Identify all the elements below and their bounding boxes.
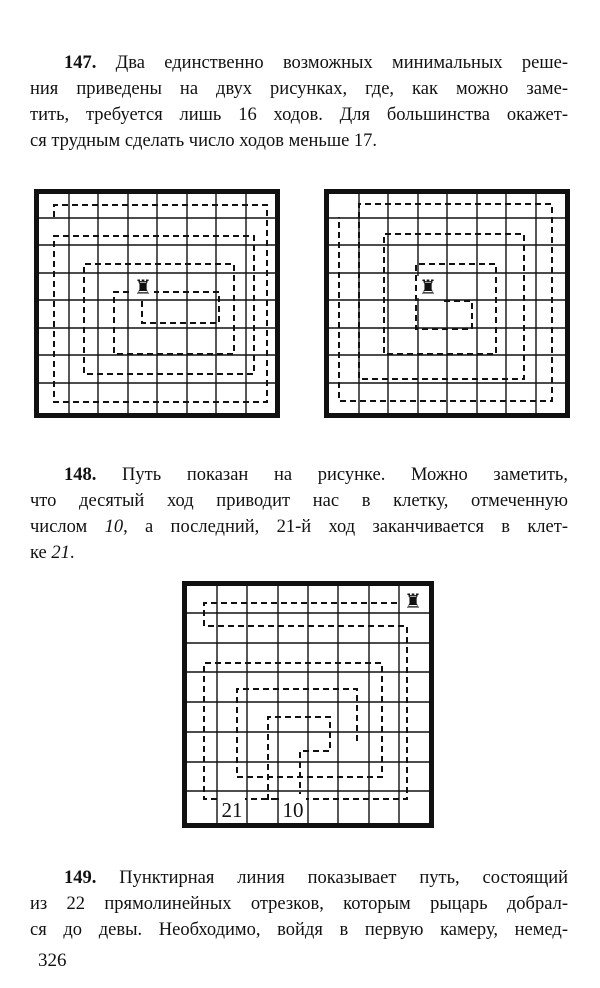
- figure-147-board-left: [34, 189, 280, 418]
- cell-label-21: 21: [221, 798, 243, 822]
- problem-149-line-2: из 22 прямолинейных отрезков, которым рыцарь добрал-: [30, 894, 568, 914]
- problem-148-line-1-text: Путь показан на рисунке. Можно заметить,: [122, 465, 568, 485]
- problem-147-number: 147.: [64, 53, 97, 73]
- problem-147-text: [30, 50, 568, 154]
- rook-icon: ♜: [134, 275, 152, 299]
- problem-147-line-1: [30, 50, 568, 76]
- problem-149-number: 149.: [64, 868, 97, 888]
- problem-148-line-3: [30, 514, 568, 540]
- problem-147-line-3: тить, требуется лишь 16 ходов. Для большинства окажет-: [30, 105, 568, 125]
- problem-147-line-1-text: Два единственно возможных минимальных реше-: [115, 53, 568, 73]
- problem-149-line-1-text: Пунктирная линия показывает путь, состоящий: [119, 868, 568, 888]
- problem-148-text: [30, 462, 568, 566]
- problem-149-line-1: [30, 865, 568, 891]
- figure-147-board-right: [324, 189, 570, 418]
- problem-147-line-2: ния приведены на двух рисунках, где, как можно заме-: [30, 79, 568, 99]
- problem-148-ref-10: 10: [104, 517, 124, 537]
- problem-148-line-4-a: ке: [30, 543, 52, 563]
- rook-icon: ♜: [404, 589, 422, 613]
- problem-148-line-2: что десятый ход приводит нас в клетку, отмеченную: [30, 491, 568, 511]
- figure-148-board: [182, 581, 434, 828]
- problem-148-line-3-b: , а последний, 21-й ход заканчивается в клет-: [123, 517, 568, 537]
- problem-148-ref-21: 21: [51, 543, 70, 563]
- rook-icon: ♜: [419, 275, 437, 299]
- problem-148-line-4: [30, 540, 568, 566]
- problem-148-number: 148.: [64, 465, 97, 485]
- problem-147-line-4: ся трудным сделать число ходов меньше 17.: [30, 131, 378, 151]
- problem-149-text: [30, 865, 568, 943]
- problem-148-line-1: [30, 462, 568, 488]
- cell-label-10: 10: [282, 798, 304, 822]
- problem-148-line-4-b: .: [69, 543, 75, 563]
- page-number: 326: [38, 950, 67, 971]
- problem-148-line-3-a: числом: [30, 517, 105, 537]
- problem-149-line-3: ся до девы. Необходимо, войдя в первую камеру, немед-: [30, 920, 568, 940]
